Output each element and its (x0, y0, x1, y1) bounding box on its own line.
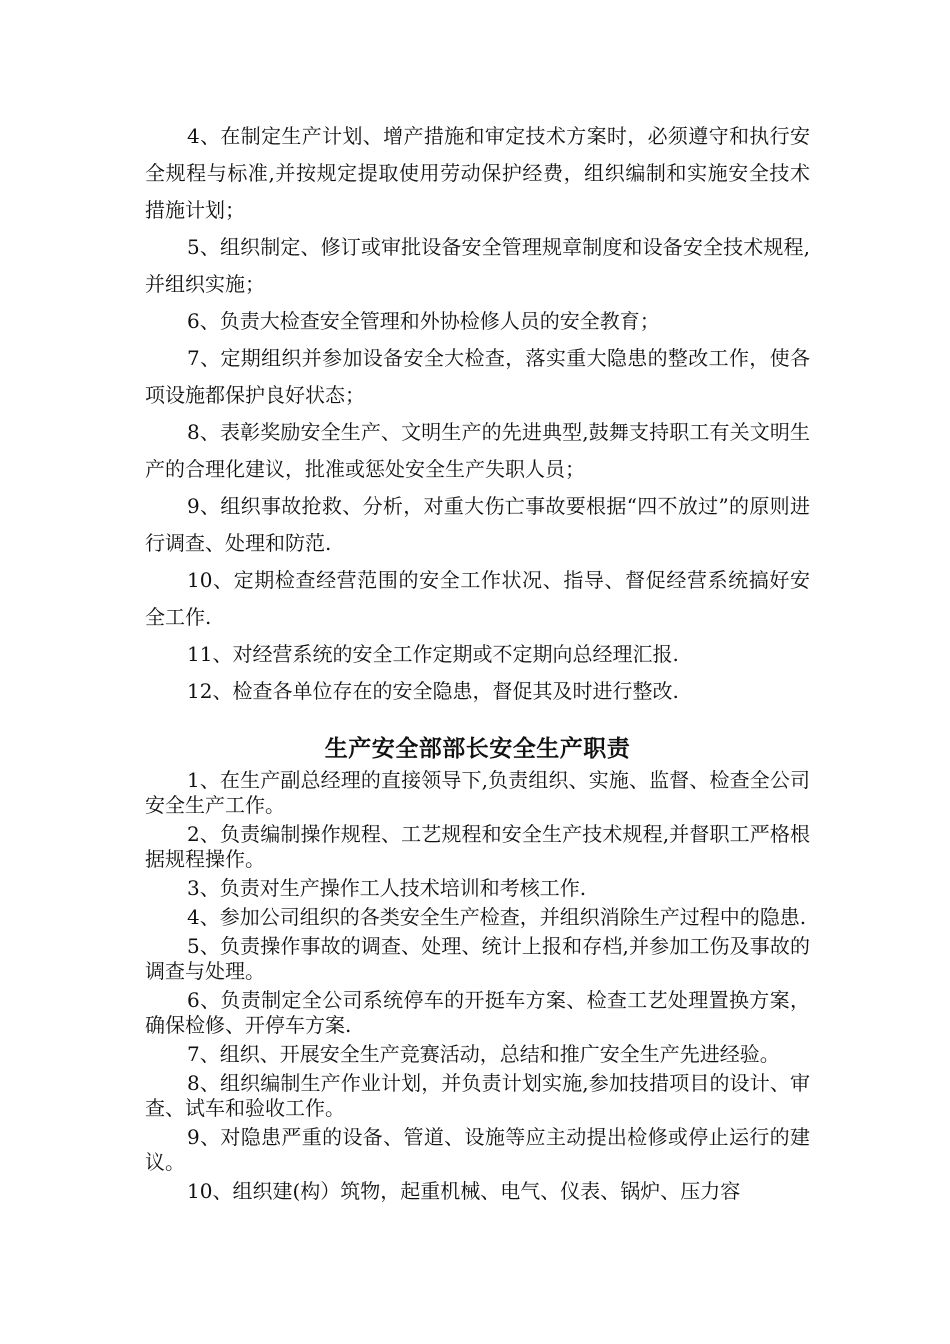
duty-item-6: 6、负责大检查安全管理和外协检修人员的安全教育； (187, 309, 660, 333)
duty-item-10: 10、定期检查经营范围的安全工作状况、指导、督促经营系统搞好安全工作. (145, 568, 810, 629)
document-page (145, 118, 810, 1208)
duty-item-4: 4、在制定生产计划、增产措施和审定技术方案时，必须遵守和执行安全规程与标准,并按规定提取使用劳动保护经费，组织编制和实施安全技术措施计划； (145, 124, 810, 222)
duty-item-11: 11、对经营系统的安全工作定期或不定期向总经理汇报. (187, 642, 679, 666)
lower-duty-list (145, 768, 810, 1204)
minister-duty-item-6: 6、负责制定全公司系统停车的开挺车方案、检查工艺处理置换方案，确保检修、开停车方案. (145, 988, 810, 1037)
minister-duty-item-2: 2、负责编制操作规程、工艺规程和安全生产技术规程,并督职工严格根据规程操作。 (145, 822, 810, 871)
minister-duty-item-5: 5、负责操作事故的调查、处理、统计上报和存档,并参加工伤及事故的调查与处理。 (145, 934, 810, 983)
minister-duty-item-9: 9、对隐患严重的设备、管道、设施等应主动提出检修或停止运行的建议。 (145, 1125, 810, 1174)
upper-duty-list (145, 118, 810, 710)
duty-item-12: 12、检查各单位存在的安全隐患，督促其及时进行整改. (187, 679, 679, 703)
duty-item-8: 8、表彰奖励安全生产、文明生产的先进典型,鼓舞支持职工有关文明生产的合理化建议，批准或惩处安全生产失职人员； (145, 420, 810, 481)
duty-item-7: 7、定期组织并参加设备安全大检查，落实重大隐患的整改工作，使各项设施都保护良好状态； (145, 346, 810, 407)
minister-duty-item-7: 7、组织、开展安全生产竞赛活动，总结和推广安全生产先进经验。 (187, 1042, 780, 1066)
minister-duty-item-8: 8、组织编制生产作业计划，并负责计划实施,参加技措项目的设计、审查、试车和验收工作。 (145, 1071, 810, 1120)
minister-duty-item-3: 3、负责对生产操作工人技术培训和考核工作. (187, 876, 587, 900)
minister-duty-item-10: 10、组织建(构）筑物，起重机械、电气、仪表、锅炉、压力容 (187, 1179, 741, 1203)
minister-duty-item-1: 1、在生产副总经理的直接领导下,负责组织、实施、监督、检查全公司安全生产工作。 (145, 768, 810, 817)
duty-item-5: 5、组织制定、修订或审批设备安全管理规章制度和设备安全技术规程,并组织实施； (145, 235, 810, 296)
section-title: 生产安全部部长安全生产职责 (324, 735, 631, 762)
duty-item-9: 9、组织事故抢救、分析，对重大伤亡事故要根据“四不放过”的原则进行调查、处理和防范. (145, 494, 810, 555)
minister-duty-item-4: 4、参加公司组织的各类安全生产检查，并组织消除生产过程中的隐患. (187, 905, 807, 929)
